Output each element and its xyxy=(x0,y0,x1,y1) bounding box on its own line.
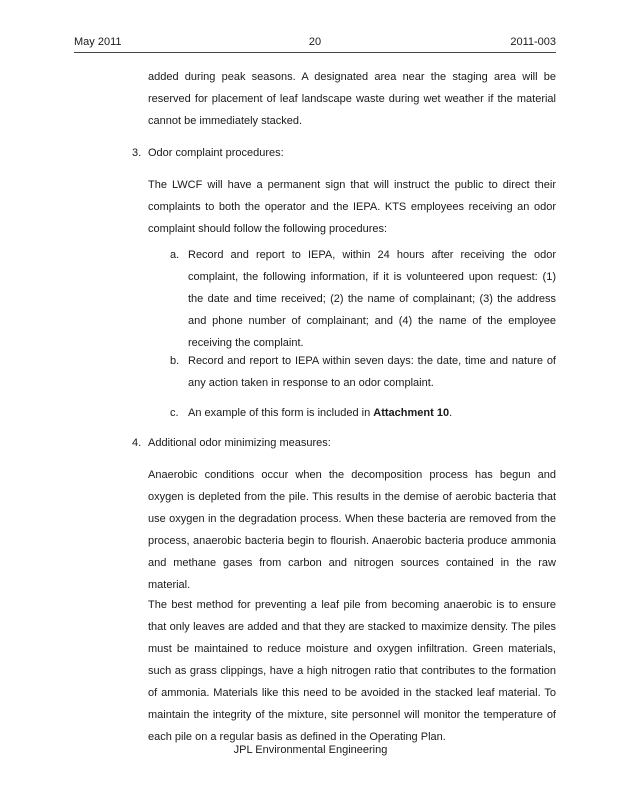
page-header xyxy=(74,36,556,50)
sub-item-b xyxy=(170,350,556,394)
sub-item-c-letter: c. xyxy=(170,407,179,419)
item-4-label: Additional odor minimizing measures: xyxy=(148,437,331,449)
sub-item-c-text-before: An example of this form is included in xyxy=(188,407,374,419)
header-rule xyxy=(74,52,556,53)
sub-item-c xyxy=(170,402,556,424)
attachment-reference: Attachment 10 xyxy=(373,407,450,419)
sub-item-b-letter: b. xyxy=(170,355,180,367)
page-footer: JPL Environmental Engineering xyxy=(233,744,388,756)
header-date: May 2011 xyxy=(74,36,122,48)
prevention-text: The best method for preventing a leaf pile from becoming anaerobic is to ensure that only leaves are added and that they are stacked to maximize density. The piles must be maintained to reduce moisture and oxygen infiltration. Green materials, such as grass clippings, have a high nitrogen ratio that contributes to the formation of ammonia. Materials like this need to be avoided in the stacked leaf material. To maintain the integrity of the mixture, site personnel will monitor the temperature of each pile on a regular basis as defined in the Operating Plan. xyxy=(148,599,556,743)
sub-item-b-text: Record and report to IEPA within seven days: the date, time and nature of any action taken in response to an odor complaint. xyxy=(188,355,556,389)
header-doc-number: 2011-003 xyxy=(510,36,556,48)
sub-item-a-letter: a. xyxy=(170,249,180,261)
item-4-number: 4. xyxy=(132,437,142,449)
header-page-number: 20 xyxy=(308,36,322,48)
continuation-text: added during peak seasons. A designated area near the staging area will be reserved for placement of leaf landscape waste during wet weather if the material cannot be immediately stacked. xyxy=(148,71,556,127)
item-3-number: 3. xyxy=(132,147,142,159)
odor-sign-paragraph xyxy=(148,174,556,240)
sub-item-a xyxy=(170,244,556,354)
anaerobic-text: Anaerobic conditions occur when the decomposition process has begun and oxygen is depleted from the pile. This results in the demise of aerobic bacteria that use oxygen in the degradation process. When these bacteria are removed from the process, anaerobic bacteria begin to flourish. Anaerobic bacteria produce ammonia and methane gases from carbon and nitrogen sources contained in the raw material. xyxy=(148,469,556,591)
item-3-label: Odor complaint procedures: xyxy=(148,147,284,159)
odor-sign-text: The LWCF will have a permanent sign that will instruct the public to direct their complaints to both the operator and the IEPA. KTS employees receiving an odor complaint should follow the following procedures: xyxy=(148,179,556,235)
anaerobic-paragraph xyxy=(148,464,556,596)
sub-item-a-text: Record and report to IEPA, within 24 hours after receiving the odor complaint, the following information, if it is volunteered upon request: (1) the date and time received; (2) the name of complainant; (3) the address and phone number of complainant; and (4) the name of the employee receiving the complaint. xyxy=(188,249,556,349)
continuation-paragraph xyxy=(148,66,556,132)
sub-item-c-text-after: . xyxy=(449,407,453,419)
sub-item-c-text xyxy=(188,402,556,424)
prevention-paragraph xyxy=(148,594,556,748)
